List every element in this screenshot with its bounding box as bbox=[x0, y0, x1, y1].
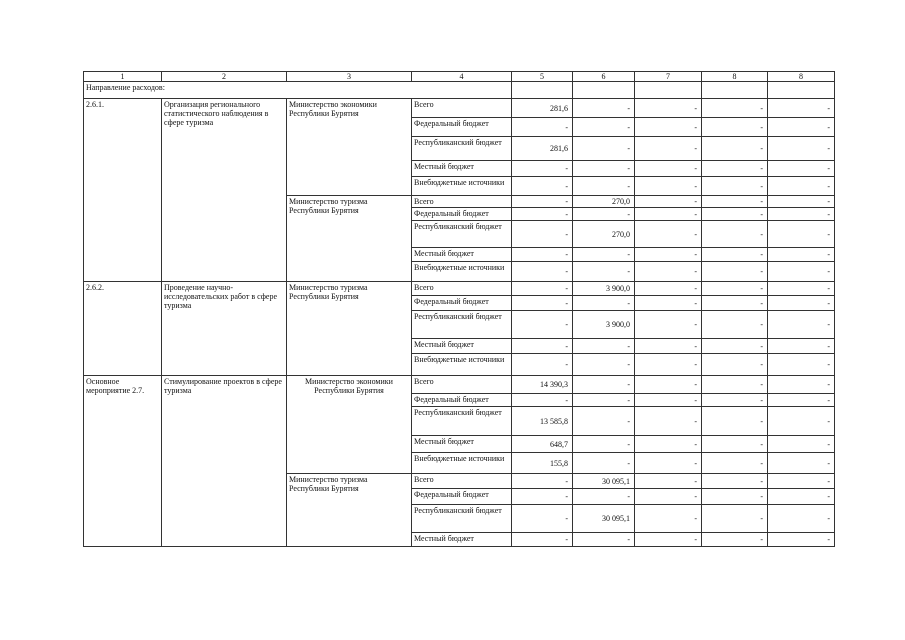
amount-cell: - bbox=[573, 533, 635, 547]
column-header: 4 bbox=[412, 72, 512, 82]
amount-cell: - bbox=[635, 489, 702, 505]
amount-cell: - bbox=[702, 354, 768, 376]
amount-cell: - bbox=[635, 407, 702, 436]
section-row bbox=[84, 82, 835, 99]
executor-cell: Министерство экономики Республики Бурятия bbox=[287, 376, 412, 474]
amount-cell: - bbox=[702, 282, 768, 296]
amount-cell: - bbox=[702, 221, 768, 248]
amount-cell: - bbox=[768, 436, 835, 453]
amount-cell: - bbox=[635, 354, 702, 376]
amount-cell: - bbox=[768, 282, 835, 296]
item-code-cell: 2.6.1. bbox=[84, 99, 162, 282]
column-header: 6 bbox=[573, 72, 635, 82]
amount-cell: - bbox=[768, 221, 835, 248]
funding-source-cell: Республиканский бюджет bbox=[412, 221, 512, 248]
funding-source-cell: Внебюджетные источники bbox=[412, 354, 512, 376]
item-name-cell: Проведение научно-исследовательских работ в сфере туризма bbox=[162, 282, 287, 376]
amount-cell: - bbox=[768, 296, 835, 311]
amount-cell: 648,7 bbox=[512, 436, 573, 453]
amount-cell: - bbox=[768, 474, 835, 489]
amount-cell: - bbox=[573, 262, 635, 282]
item-code-cell: 2.6.2. bbox=[84, 282, 162, 376]
amount-cell: - bbox=[768, 339, 835, 354]
empty-cell bbox=[702, 82, 768, 99]
budget-table bbox=[83, 71, 835, 547]
funding-source-cell: Местный бюджет bbox=[412, 436, 512, 453]
amount-cell: - bbox=[702, 118, 768, 137]
amount-cell: - bbox=[512, 474, 573, 489]
amount-cell: - bbox=[702, 296, 768, 311]
amount-cell: - bbox=[635, 177, 702, 196]
column-number-header-row bbox=[84, 72, 835, 82]
amount-cell: 30 095,1 bbox=[573, 474, 635, 489]
funding-source-cell: Федеральный бюджет bbox=[412, 296, 512, 311]
funding-source-cell: Федеральный бюджет bbox=[412, 118, 512, 137]
item-name-cell: Стимулирование проектов в сфере туризма bbox=[162, 376, 287, 547]
amount-cell: 3 900,0 bbox=[573, 311, 635, 339]
funding-source-cell: Местный бюджет bbox=[412, 248, 512, 262]
amount-cell: - bbox=[635, 137, 702, 161]
empty-cell bbox=[635, 82, 702, 99]
amount-cell: - bbox=[702, 407, 768, 436]
amount-cell: - bbox=[702, 453, 768, 474]
amount-cell: - bbox=[702, 376, 768, 394]
funding-source-cell: Всего bbox=[412, 99, 512, 118]
amount-cell: - bbox=[635, 436, 702, 453]
column-header: 2 bbox=[162, 72, 287, 82]
amount-cell: - bbox=[512, 161, 573, 177]
item-name-cell: Организация регионального статистического наблюдения в сфере туризма bbox=[162, 99, 287, 282]
amount-cell: 270,0 bbox=[573, 221, 635, 248]
amount-cell: - bbox=[702, 177, 768, 196]
amount-cell: - bbox=[635, 248, 702, 262]
amount-cell: - bbox=[702, 474, 768, 489]
budget-document bbox=[83, 71, 835, 547]
table-row bbox=[84, 282, 835, 296]
amount-cell: - bbox=[635, 118, 702, 137]
amount-cell: - bbox=[573, 296, 635, 311]
amount-cell: - bbox=[768, 453, 835, 474]
amount-cell: - bbox=[573, 137, 635, 161]
amount-cell: 30 095,1 bbox=[573, 505, 635, 533]
amount-cell: 3 900,0 bbox=[573, 282, 635, 296]
amount-cell: - bbox=[635, 474, 702, 489]
empty-cell bbox=[768, 82, 835, 99]
amount-cell: - bbox=[573, 118, 635, 137]
amount-cell: - bbox=[702, 505, 768, 533]
amount-cell: - bbox=[768, 196, 835, 208]
amount-cell: - bbox=[702, 248, 768, 262]
item-code-cell: Основное мероприятие 2.7. bbox=[84, 376, 162, 547]
amount-cell: - bbox=[512, 311, 573, 339]
amount-cell: - bbox=[512, 196, 573, 208]
amount-cell: - bbox=[702, 489, 768, 505]
amount-cell: - bbox=[512, 248, 573, 262]
amount-cell: - bbox=[512, 394, 573, 407]
funding-source-cell: Внебюджетные источники bbox=[412, 262, 512, 282]
amount-cell: - bbox=[768, 208, 835, 221]
funding-source-cell: Местный бюджет bbox=[412, 161, 512, 177]
amount-cell: - bbox=[702, 339, 768, 354]
funding-source-cell: Федеральный бюджет bbox=[412, 394, 512, 407]
amount-cell: - bbox=[512, 221, 573, 248]
amount-cell: - bbox=[702, 533, 768, 547]
amount-cell: - bbox=[768, 262, 835, 282]
amount-cell: - bbox=[635, 533, 702, 547]
table-row bbox=[84, 376, 835, 394]
amount-cell: - bbox=[573, 436, 635, 453]
section-label: Направление расходов: bbox=[84, 82, 512, 99]
amount-cell: 281,6 bbox=[512, 99, 573, 118]
amount-cell: - bbox=[635, 505, 702, 533]
column-header: 3 bbox=[287, 72, 412, 82]
amount-cell: - bbox=[768, 505, 835, 533]
amount-cell: - bbox=[573, 376, 635, 394]
amount-cell: - bbox=[768, 394, 835, 407]
column-header: 5 bbox=[512, 72, 573, 82]
amount-cell: - bbox=[768, 177, 835, 196]
funding-source-cell: Местный бюджет bbox=[412, 533, 512, 547]
funding-source-cell: Внебюджетные источники bbox=[412, 177, 512, 196]
amount-cell: - bbox=[573, 177, 635, 196]
amount-cell: - bbox=[512, 354, 573, 376]
amount-cell: - bbox=[635, 376, 702, 394]
amount-cell: - bbox=[768, 354, 835, 376]
amount-cell: - bbox=[512, 262, 573, 282]
amount-cell: - bbox=[768, 311, 835, 339]
amount-cell: - bbox=[702, 137, 768, 161]
funding-source-cell: Республиканский бюджет bbox=[412, 505, 512, 533]
amount-cell: - bbox=[512, 339, 573, 354]
amount-cell: - bbox=[702, 208, 768, 221]
funding-source-cell: Республиканский бюджет bbox=[412, 407, 512, 436]
amount-cell: - bbox=[635, 262, 702, 282]
amount-cell: - bbox=[702, 394, 768, 407]
amount-cell: - bbox=[635, 453, 702, 474]
amount-cell: - bbox=[512, 118, 573, 137]
amount-cell: - bbox=[573, 339, 635, 354]
amount-cell: - bbox=[573, 161, 635, 177]
column-header: 7 bbox=[635, 72, 702, 82]
funding-source-cell: Всего bbox=[412, 196, 512, 208]
funding-source-cell: Федеральный бюджет bbox=[412, 489, 512, 505]
amount-cell: - bbox=[512, 282, 573, 296]
empty-cell bbox=[512, 82, 573, 99]
amount-cell: - bbox=[768, 407, 835, 436]
funding-source-cell: Местный бюджет bbox=[412, 339, 512, 354]
amount-cell: 155,8 bbox=[512, 453, 573, 474]
funding-source-cell: Федеральный бюджет bbox=[412, 208, 512, 221]
amount-cell: - bbox=[573, 489, 635, 505]
amount-cell: - bbox=[702, 161, 768, 177]
empty-cell bbox=[573, 82, 635, 99]
executor-cell: Министерство туризма Республики Бурятия bbox=[287, 474, 412, 547]
amount-cell: - bbox=[512, 533, 573, 547]
amount-cell: - bbox=[512, 177, 573, 196]
amount-cell: - bbox=[768, 161, 835, 177]
amount-cell: - bbox=[635, 394, 702, 407]
executor-cell: Министерство экономики Республики Бурятия bbox=[287, 99, 412, 196]
funding-source-cell: Внебюджетные источники bbox=[412, 453, 512, 474]
amount-cell: - bbox=[635, 196, 702, 208]
amount-cell: - bbox=[573, 354, 635, 376]
funding-source-cell: Всего bbox=[412, 474, 512, 489]
funding-source-cell: Всего bbox=[412, 282, 512, 296]
amount-cell: - bbox=[512, 208, 573, 221]
amount-cell: - bbox=[512, 296, 573, 311]
amount-cell: - bbox=[702, 262, 768, 282]
amount-cell: - bbox=[635, 311, 702, 339]
amount-cell: 281,6 bbox=[512, 137, 573, 161]
amount-cell: - bbox=[512, 489, 573, 505]
amount-cell: - bbox=[573, 394, 635, 407]
amount-cell: - bbox=[702, 436, 768, 453]
amount-cell: - bbox=[702, 311, 768, 339]
amount-cell: - bbox=[768, 376, 835, 394]
amount-cell: - bbox=[635, 208, 702, 221]
column-header: 8 bbox=[768, 72, 835, 82]
funding-source-cell: Республиканский бюджет bbox=[412, 311, 512, 339]
executor-cell: Министерство туризма Республики Бурятия bbox=[287, 196, 412, 282]
amount-cell: - bbox=[635, 221, 702, 248]
column-header: 8 bbox=[702, 72, 768, 82]
amount-cell: - bbox=[702, 196, 768, 208]
amount-cell: 270,0 bbox=[573, 196, 635, 208]
amount-cell: - bbox=[573, 453, 635, 474]
column-header: 1 bbox=[84, 72, 162, 82]
amount-cell: - bbox=[635, 99, 702, 118]
amount-cell: - bbox=[768, 248, 835, 262]
amount-cell: 14 390,3 bbox=[512, 376, 573, 394]
amount-cell: - bbox=[573, 407, 635, 436]
amount-cell: - bbox=[702, 99, 768, 118]
amount-cell: - bbox=[573, 248, 635, 262]
amount-cell: - bbox=[573, 99, 635, 118]
funding-source-cell: Всего bbox=[412, 376, 512, 394]
amount-cell: - bbox=[768, 99, 835, 118]
amount-cell: - bbox=[512, 505, 573, 533]
amount-cell: - bbox=[635, 282, 702, 296]
table-row bbox=[84, 99, 835, 118]
amount-cell: - bbox=[768, 118, 835, 137]
amount-cell: - bbox=[768, 489, 835, 505]
amount-cell: - bbox=[768, 533, 835, 547]
amount-cell: 13 585,8 bbox=[512, 407, 573, 436]
amount-cell: - bbox=[768, 137, 835, 161]
amount-cell: - bbox=[635, 339, 702, 354]
amount-cell: - bbox=[635, 296, 702, 311]
amount-cell: - bbox=[573, 208, 635, 221]
executor-cell: Министерство туризма Республики Бурятия bbox=[287, 282, 412, 376]
funding-source-cell: Республиканский бюджет bbox=[412, 137, 512, 161]
amount-cell: - bbox=[635, 161, 702, 177]
